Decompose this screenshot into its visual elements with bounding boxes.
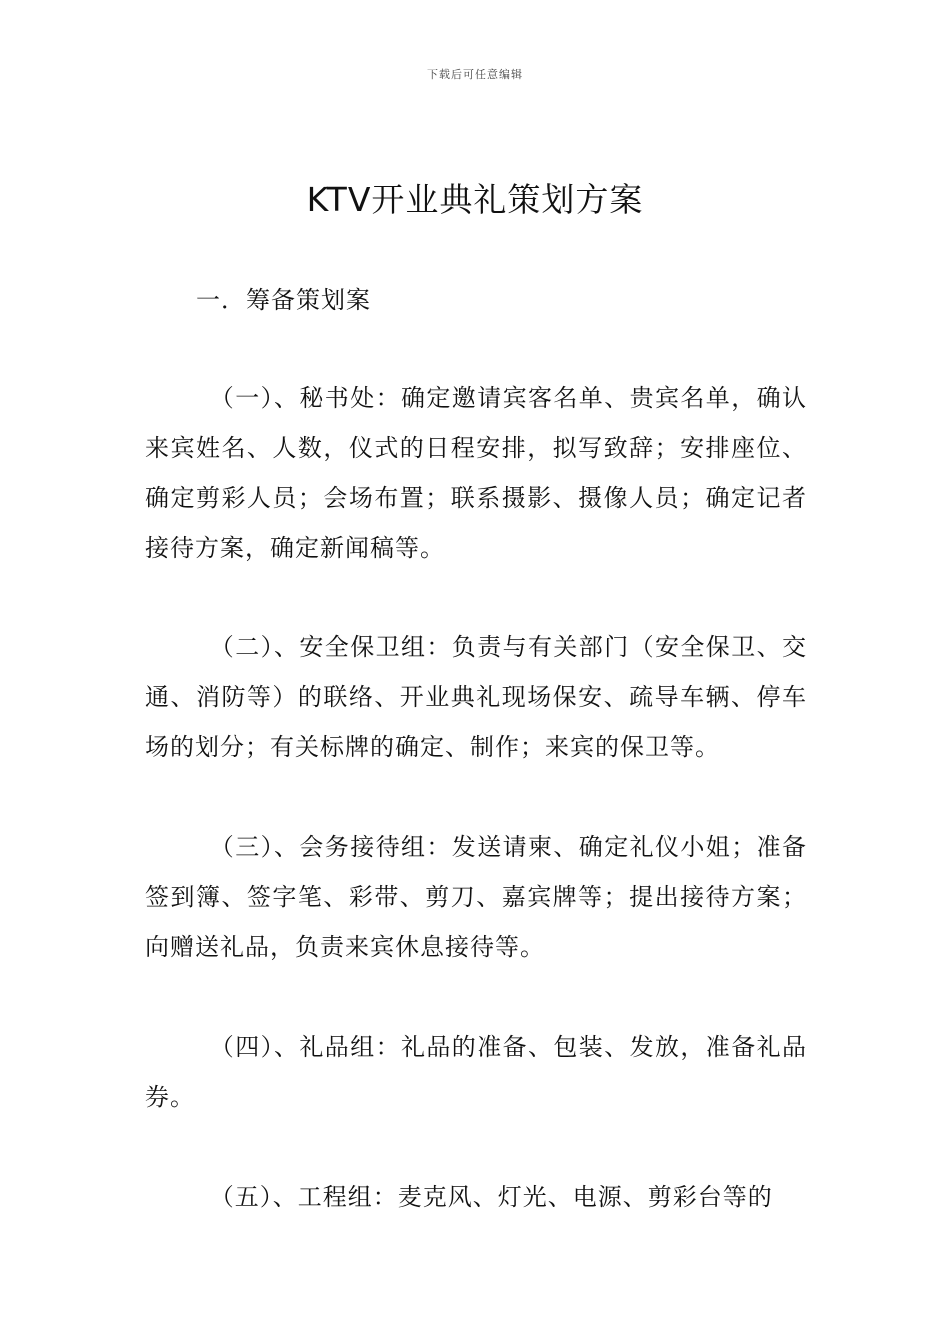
document-title: KTV开业典礼策划方案 (306, 180, 644, 219)
paragraph-engineering-team (145, 1172, 807, 1222)
paragraph-gift-team (145, 1022, 807, 1122)
paragraph-security-team (145, 622, 807, 772)
paragraph-text: （一）、秘书处：确定邀请宾客名单、贵宾名单，确认来宾姓名、人数，仪式的日程安排，拟写致辞；安排座位、确定剪彩人员；会场布置；联系摄影、摄像人员；确定记者接待方案，确定新闻稿等。 (145, 384, 807, 562)
paragraph-text: （二）、安全保卫组：负责与有关部门（安全保卫、交通、消防等）的联络、开业典礼现场保安、疏导车辆、停车场的划分；有关标牌的确定、制作；来宾的保卫等。 (145, 633, 807, 761)
section-heading: 一．筹备策划案 (196, 286, 371, 314)
paragraph-reception-team (145, 822, 807, 972)
paragraph-secretariat (145, 373, 807, 573)
header-note: 下载后可任意编辑 (427, 68, 523, 81)
paragraph-text: （三）、会务接待组：发送请柬、确定礼仪小姐；准备签到簿、签字笔、彩带、剪刀、嘉宾牌等；提出接待方案；向赠送礼品，负责来宾休息接待等。 (145, 833, 807, 961)
paragraph-text: （四）、礼品组：礼品的准备、包装、发放，准备礼品券。 (145, 1033, 807, 1111)
paragraph-text: （五）、工程组：麦克风、灯光、电源、剪彩台等的 (209, 1183, 773, 1211)
